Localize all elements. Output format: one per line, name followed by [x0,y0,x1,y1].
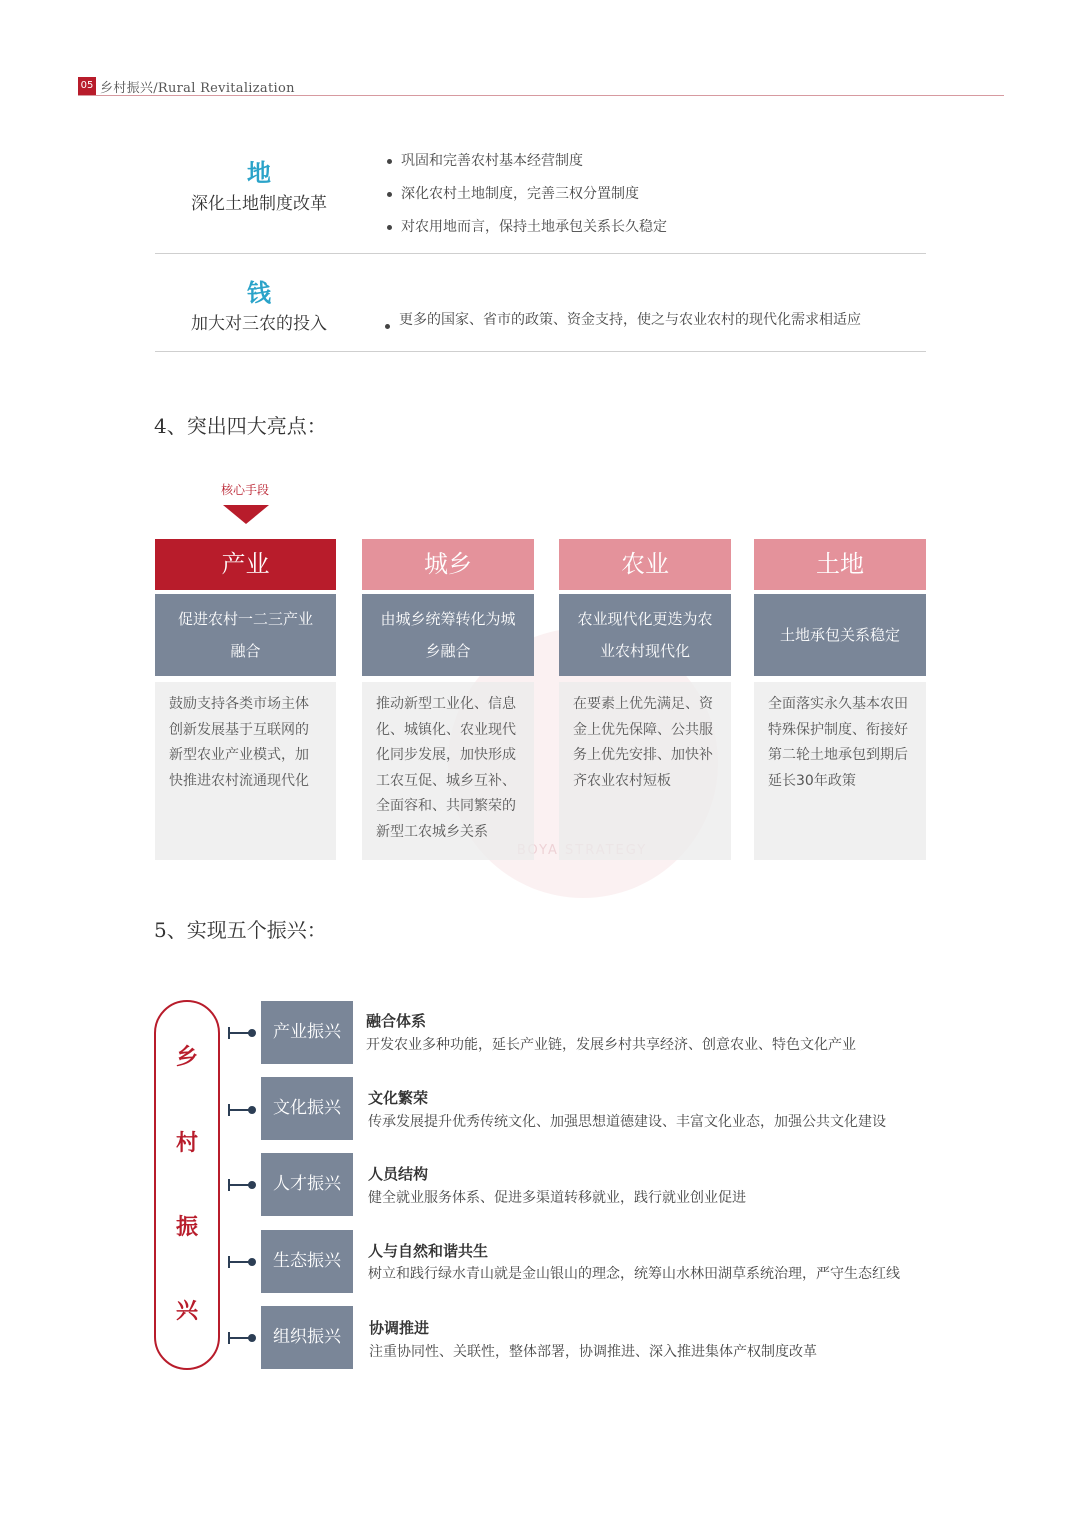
connector-icon [228,1337,254,1339]
card-title: 城乡 [362,539,534,590]
revitalization-desc: 传承发展提升优秀传统文化、加强思想道德建设、丰富文化业态，加强公共文化建设 [368,1114,886,1130]
card-title: 农业 [559,539,731,590]
watermark-text: BOYA [516,843,559,858]
revitalization-label: 文化振兴 [261,1077,353,1140]
highlight-card [155,539,336,860]
connector-icon [228,1184,254,1186]
bullet-item: 深化农村土地制度，完善三权分置制度 [385,178,667,211]
card-body: 在要素上优先满足、资金上优先保障、公共服务上优先安排、加快补齐农业农村短板 [559,682,731,860]
bracket-char: 振 [175,1215,198,1240]
core-label: 核心手段 [220,483,269,497]
card-subtitle: 由城乡统筹转化为城乡融合 [362,594,534,676]
revitalization-desc: 健全就业服务体系、促进多渠道转移就业，践行就业创业促进 [368,1190,746,1206]
card-body: 全面落实永久基本农田特殊保护制度、衔接好第二轮土地承包到期后延长30年政策 [754,682,926,860]
down-arrow-icon [223,505,269,524]
revitalization-desc: 树立和践行绿水青山就是金山银山的理念，统筹山水林田湖草系统治理，严守生态红线 [368,1266,900,1282]
card-title: 产业 [155,539,336,590]
factor-row-money [155,254,926,352]
revitalization-title: 人员结构 [368,1165,429,1183]
factor-char: 地 [247,159,271,187]
factor-subtitle: 深化土地制度改革 [191,194,327,214]
bullet-item: 巩固和完善农村基本经营制度 [385,145,667,178]
factor-subtitle: 加大对三农的投入 [191,314,327,334]
card-title: 土地 [754,539,926,590]
highlight-card [559,539,731,860]
factor-left [155,158,363,216]
card-body: 推动新型工业化、信息化、城镇化、农业现代化同步发展，加快形成工农互促、城乡互补、全面容和、共同繁荣的新型工农城乡关系 [362,682,534,860]
factor-bullets [385,145,667,244]
page-header-title: 乡村振兴/Rural Revitalization [100,80,295,96]
revitalization-title: 协调推进 [369,1319,430,1337]
factor-bullets [383,310,861,330]
highlight-card [362,539,534,860]
card-subtitle: 土地承包关系稳定 [754,594,926,676]
revitalization-label: 生态振兴 [261,1230,353,1293]
bracket-char: 乡 [175,1045,198,1070]
revitalization-title: 融合体系 [366,1012,427,1030]
card-subtitle: 促进农村一二三产业融合 [155,594,336,676]
factor-row-land [155,140,926,254]
factor-char: 钱 [247,279,271,307]
section-heading-revitalization: 5、实现五个振兴： [154,918,327,942]
revitalization-label: 人才振兴 [261,1153,353,1216]
highlight-card [754,539,926,860]
revitalization-desc: 注重协同性、关联性，整体部署，协调推进、深入推进集体产权制度改革 [369,1344,817,1360]
bullet-item: 对农用地而言，保持土地承包关系长久稳定 [385,211,667,244]
section-heading-highlights: 4、突出四大亮点： [154,414,327,438]
page-header [78,76,295,96]
factor-left [155,278,363,336]
rural-revitalization-bracket [154,1000,220,1370]
page-number-badge: 05 [78,77,96,95]
revitalization-title: 人与自然和谐共生 [368,1242,489,1260]
revitalization-label: 组织振兴 [261,1306,353,1369]
connector-icon [228,1032,254,1034]
revitalization-title: 文化繁荣 [368,1089,429,1107]
connector-icon [228,1261,254,1263]
header-divider [78,95,1004,96]
connector-icon [228,1109,254,1111]
revitalization-desc: 开发农业多种功能，延长产业链，发展乡村共享经济、创意农业、特色文化产业 [366,1037,856,1053]
card-subtitle: 农业现代化更迭为农业农村现代化 [559,594,731,676]
revitalization-label: 产业振兴 [261,1001,353,1064]
card-body: 鼓励支持各类市场主体创新发展基于互联网的新型农业产业模式，加快推进农村流通现代化 [155,682,336,860]
bracket-char: 兴 [175,1299,198,1324]
bracket-char: 村 [175,1131,198,1156]
bullet-item: 更多的国家、省市的政策、资金支持，使之与农业农村的现代化需求相适应 [383,310,861,330]
